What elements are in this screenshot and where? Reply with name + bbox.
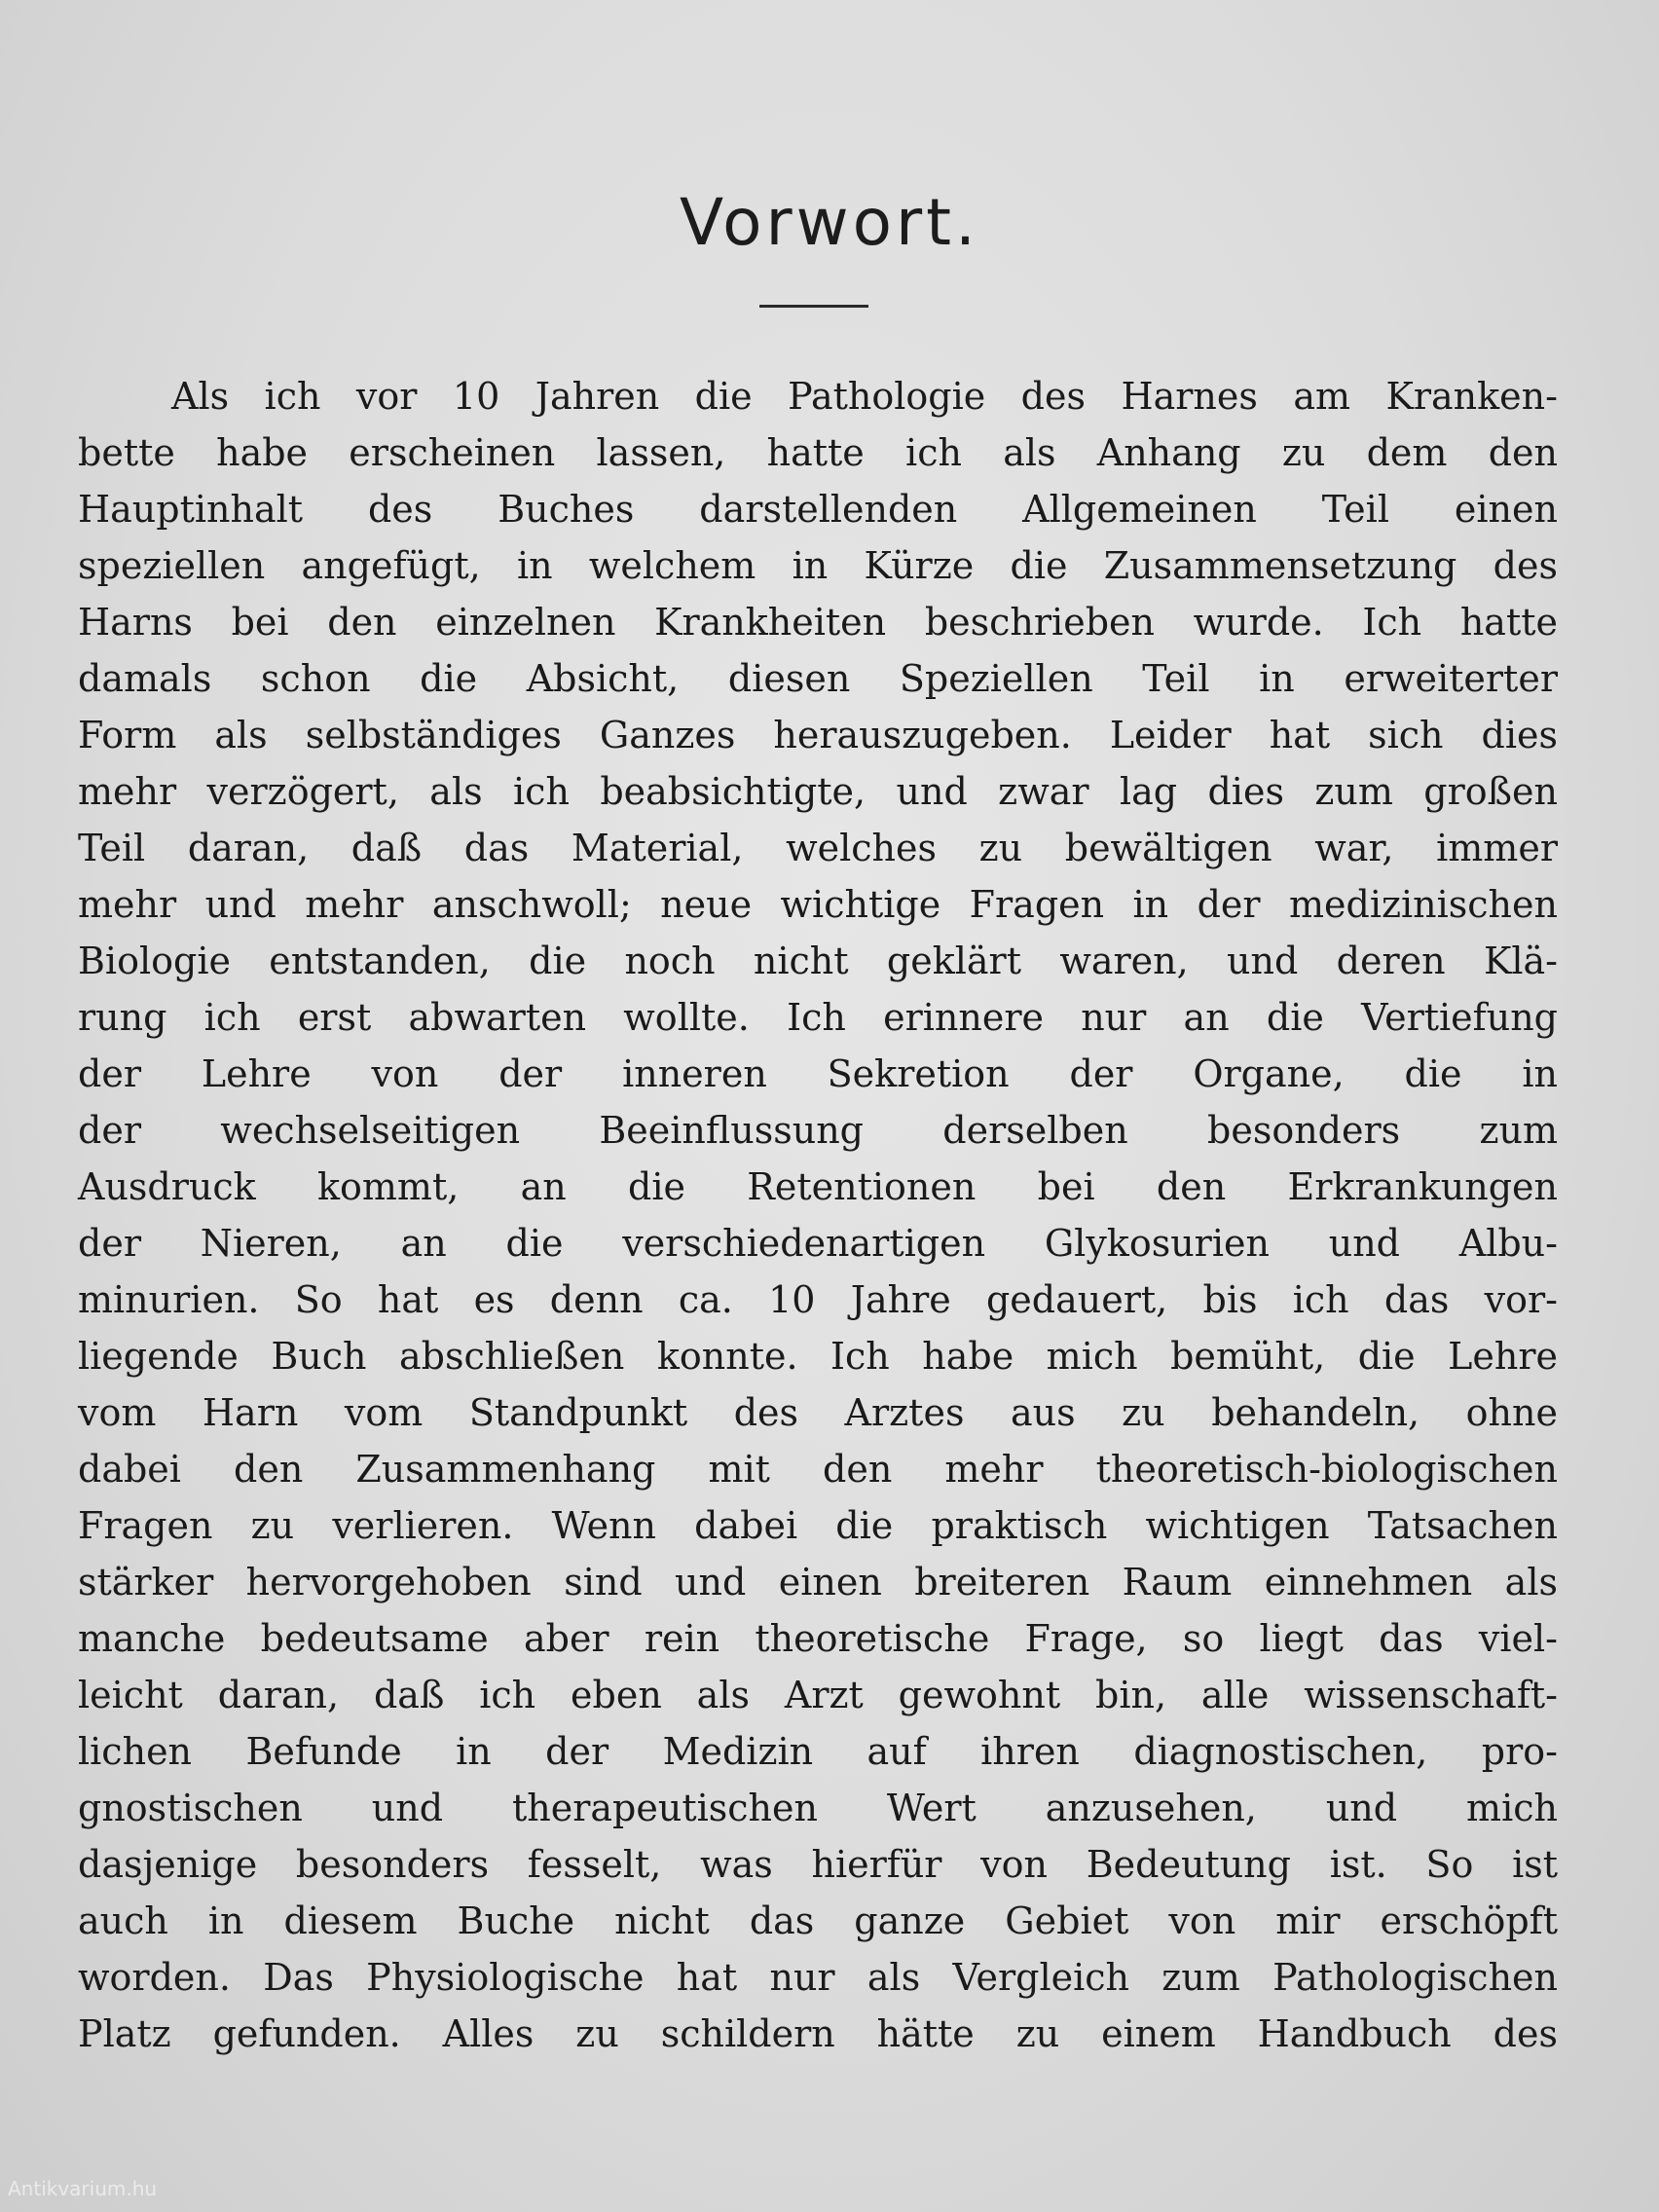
text-line: lichen Befunde in der Medizin auf ihren diagnostischen, pro- bbox=[78, 1730, 1558, 1773]
text-line: Als ich vor 10 Jahren die Pathologie des Harnes am Kranken- bbox=[171, 375, 1558, 418]
text-line: Hauptinhalt des Buches darstellenden Allgemeinen Teil einen bbox=[78, 488, 1558, 531]
body-text bbox=[78, 368, 1558, 2062]
text-line: auch in diesem Buche nicht das ganze Gebiet von mir erschöpft bbox=[78, 1899, 1558, 1942]
text-line: Harns bei den einzelnen Krankheiten beschrieben wurde. Ich hatte bbox=[78, 601, 1558, 644]
text-line: dasjenige besonders fesselt, was hierfür von Bedeutung ist. So ist bbox=[78, 1843, 1558, 1886]
text-line: gnostischen und therapeutischen Wert anzusehen, und mich bbox=[78, 1787, 1558, 1829]
text-line: damals schon die Absicht, diesen Speziellen Teil in erweiterter bbox=[78, 657, 1558, 700]
page-title: Vorwort. bbox=[680, 185, 979, 260]
text-line: der wechselseitigen Beeinflussung derselben besonders zum bbox=[78, 1109, 1558, 1152]
text-line: leicht daran, daß ich eben als Arzt gewohnt bin, alle wissenschaft- bbox=[78, 1674, 1558, 1716]
text-line: der Nieren, an die verschiedenartigen Glykosurien und Albu- bbox=[78, 1222, 1558, 1265]
text-line: bette habe erscheinen lassen, hatte ich als Anhang zu dem den bbox=[78, 431, 1558, 474]
watermark: Antikvarium.hu bbox=[8, 2177, 158, 2200]
text-line: der Lehre von der inneren Sekretion der Organe, die in bbox=[78, 1052, 1558, 1095]
text-line: Teil daran, daß das Material, welches zu bewältigen war, immer bbox=[78, 827, 1558, 869]
text-line: Biologie entstanden, die noch nicht geklärt waren, und deren Klä- bbox=[78, 940, 1558, 982]
text-line: vom Harn vom Standpunkt des Arztes aus zu behandeln, ohne bbox=[78, 1391, 1558, 1434]
text-line: Platz gefunden. Alles zu schildern hätte zu einem Handbuch des bbox=[78, 2012, 1558, 2055]
text-line: liegende Buch abschließen konnte. Ich habe mich bemüht, die Lehre bbox=[78, 1335, 1558, 1378]
text-line: Form als selbständiges Ganzes herauszugeben. Leider hat sich dies bbox=[78, 714, 1558, 756]
text-line: Ausdruck kommt, an die Retentionen bei den Erkrankungen bbox=[78, 1165, 1558, 1208]
text-line: worden. Das Physiologische hat nur als Vergleich zum Pathologischen bbox=[78, 1956, 1558, 1999]
text-line: manche bedeutsame aber rein theoretische Frage, so liegt das viel- bbox=[78, 1617, 1558, 1660]
text-line: mehr und mehr anschwoll; neue wichtige Fragen in der medizinischen bbox=[78, 883, 1558, 926]
text-line: Fragen zu verlieren. Wenn dabei die praktisch wichtigen Tatsachen bbox=[78, 1504, 1558, 1547]
title-rule bbox=[759, 305, 868, 308]
text-line: stärker hervorgehoben sind und einen breiteren Raum einnehmen als bbox=[78, 1561, 1558, 1604]
text-line: speziellen angefügt, in welchem in Kürze die Zusammensetzung des bbox=[78, 544, 1558, 587]
text-line: mehr verzögert, als ich beabsichtigte, und zwar lag dies zum großen bbox=[78, 770, 1558, 813]
text-line: minurien. So hat es denn ca. 10 Jahre gedauert, bis ich das vor- bbox=[78, 1278, 1558, 1321]
text-line: rung ich erst abwarten wollte. Ich erinnere nur an die Vertiefung bbox=[78, 996, 1558, 1039]
text-line: dabei den Zusammenhang mit den mehr theoretisch-biologischen bbox=[78, 1448, 1558, 1491]
